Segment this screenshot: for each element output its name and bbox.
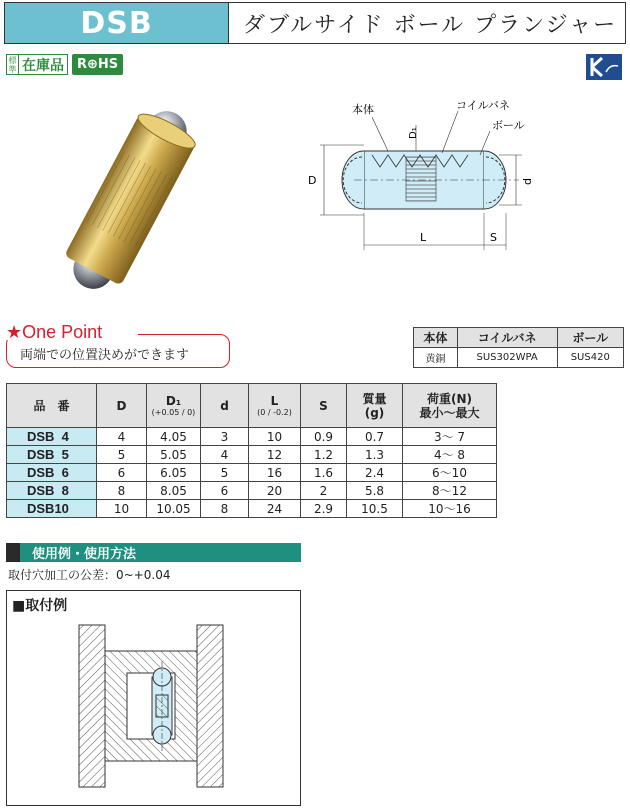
header-D: D — [97, 384, 147, 428]
header-D1 — [147, 384, 201, 428]
cell-D: 8 — [97, 482, 147, 500]
cell-mass: 10.5 — [347, 500, 403, 518]
standard-label: 標準 — [7, 55, 19, 74]
material-header-spring: コイルバネ — [457, 328, 557, 348]
spec-table-body — [7, 428, 497, 518]
tolerance-note: 取付穴加工の公差：0~+0.04 — [8, 568, 171, 582]
cell-D: 10 — [97, 500, 147, 518]
header-load-range: 最小～最大 — [419, 405, 480, 420]
rohs-badge: R⊕HS — [72, 54, 123, 75]
one-point-callout — [6, 322, 232, 370]
label-ball: ボール — [492, 119, 525, 132]
header-load-label: 荷重(N) — [426, 391, 472, 406]
cell-part: DSB 6 — [7, 464, 97, 482]
cell-mass: 1.3 — [347, 446, 403, 464]
cell-S: 1.2 — [301, 446, 347, 464]
header-load — [403, 384, 497, 428]
header-d: d — [201, 384, 249, 428]
product-title: ダブルサイド ボール プランジャー — [243, 12, 618, 38]
cell-mass: 0.7 — [347, 428, 403, 446]
cell-S: 0.9 — [301, 428, 347, 446]
header-mass-unit: (g) — [364, 405, 385, 420]
cell-load: 8～12 — [403, 482, 497, 500]
cell-d: 6 — [201, 482, 249, 500]
label-L: L — [420, 231, 427, 244]
cell-D: 5 — [97, 446, 147, 464]
label-S: S — [490, 231, 497, 244]
cell-D1: 5.05 — [147, 446, 201, 464]
cell-mass: 5.8 — [347, 482, 403, 500]
spec-table — [6, 383, 497, 518]
table-row — [7, 500, 497, 518]
table-row — [7, 464, 497, 482]
product-photo — [30, 100, 230, 300]
cell-d: 4 — [201, 446, 249, 464]
cell-load: 6～10 — [403, 464, 497, 482]
label-coil-spring: コイルバネ — [456, 99, 510, 112]
cell-L: 12 — [249, 446, 301, 464]
header-S: S — [301, 384, 347, 428]
cell-S: 2 — [301, 482, 347, 500]
cell-load: 3～ 7 — [403, 428, 497, 446]
one-point-text: 両端での位置決めができます — [20, 348, 190, 363]
table-row — [7, 428, 497, 446]
dimension-drawing — [294, 95, 614, 265]
header-part-no: 品 番 — [7, 384, 97, 428]
material-spring: SUS302WPA — [457, 348, 557, 368]
cell-part: DSB 4 — [7, 428, 97, 446]
material-header-ball: ボール — [557, 328, 623, 348]
material-body: 黄銅 — [414, 348, 458, 368]
table-row — [7, 482, 497, 500]
kipp-logo-icon — [584, 52, 624, 82]
cell-L: 20 — [249, 482, 301, 500]
header-L — [249, 384, 301, 428]
label-small-d: d — [521, 178, 534, 185]
cell-part: DSB 8 — [7, 482, 97, 500]
product-code: DSB — [5, 3, 229, 43]
cell-D1: 6.05 — [147, 464, 201, 482]
header-mass — [347, 384, 403, 428]
usage-section-header — [6, 543, 301, 562]
material-ball: SUS420 — [557, 348, 623, 368]
cell-d: 3 — [201, 428, 249, 446]
label-d1: D₁ — [408, 127, 419, 139]
cell-part: DSB10 — [7, 500, 97, 518]
material-table — [413, 327, 624, 368]
cell-D1: 10.05 — [147, 500, 201, 518]
cell-d: 5 — [201, 464, 249, 482]
one-point-title: ★One Point — [6, 322, 103, 342]
cell-D: 4 — [97, 428, 147, 446]
header-bar — [4, 2, 626, 44]
cell-d: 8 — [201, 500, 249, 518]
table-row — [7, 446, 497, 464]
cell-D: 6 — [97, 464, 147, 482]
mounting-example-box — [6, 590, 301, 806]
standard-stock-badge — [6, 54, 68, 75]
cell-L: 24 — [249, 500, 301, 518]
cell-S: 1.6 — [301, 464, 347, 482]
cell-D1: 8.05 — [147, 482, 201, 500]
header-D1-label: D₁ — [165, 394, 182, 408]
label-body: 本体 — [352, 103, 374, 116]
cell-D1: 4.05 — [147, 428, 201, 446]
mounting-example-title: ■取付例 — [12, 598, 68, 614]
material-header-body: 本体 — [414, 328, 458, 348]
header-L-label: L — [270, 394, 279, 408]
cell-S: 2.9 — [301, 500, 347, 518]
header-L-tolerance: (0 / -0.2) — [257, 408, 292, 417]
in-stock-label: 在庫品 — [22, 57, 64, 74]
usage-section-title: 使用例・使用方法 — [32, 547, 137, 562]
label-D: D — [308, 174, 317, 187]
cell-load: 10～16 — [403, 500, 497, 518]
badge-row — [6, 54, 123, 75]
header-D1-tolerance: (+0.05 / 0) — [151, 408, 196, 417]
mounting-diagram — [7, 591, 302, 807]
cell-L: 16 — [249, 464, 301, 482]
cell-mass: 2.4 — [347, 464, 403, 482]
header-mass-label: 質量 — [362, 391, 387, 406]
cell-L: 10 — [249, 428, 301, 446]
cell-load: 4～ 8 — [403, 446, 497, 464]
cell-part: DSB 5 — [7, 446, 97, 464]
